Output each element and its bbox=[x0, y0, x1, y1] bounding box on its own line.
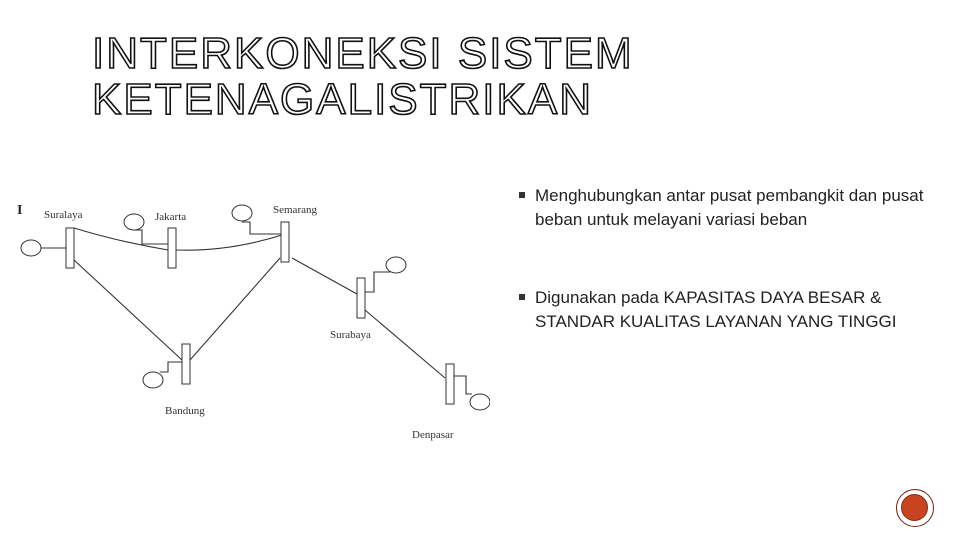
generator-denpasar-icon bbox=[470, 394, 490, 410]
decorative-circle-icon bbox=[896, 489, 934, 527]
generator-jakarta-icon bbox=[124, 214, 144, 230]
stub-semarang bbox=[242, 222, 281, 234]
line-surabaya-denpasar bbox=[365, 310, 445, 378]
stub-bandung bbox=[160, 362, 182, 372]
node-label-denpasar: Denpasar bbox=[412, 429, 454, 441]
line-semarang-surabaya bbox=[292, 258, 357, 294]
bullet-list bbox=[517, 184, 937, 334]
diagram-marker: I bbox=[17, 203, 23, 218]
bullet-item bbox=[517, 286, 937, 334]
slide-title-line-2: KETENAGALISTRIKAN bbox=[92, 75, 594, 124]
interconnection-diagram bbox=[0, 170, 490, 450]
slide-title-line-1: INTERKONEKSI SISTEM bbox=[92, 29, 634, 78]
bus-jakarta bbox=[168, 228, 176, 268]
square-bullet-icon bbox=[519, 192, 525, 198]
stub-denpasar bbox=[454, 376, 472, 394]
bullet-text: Digunakan pada KAPASITAS DAYA BESAR & STANDAR KUALITAS LAYANAN YANG TINGGI bbox=[535, 288, 897, 331]
line-suralaya-jakarta bbox=[74, 228, 168, 250]
bus-bandung bbox=[182, 344, 190, 384]
bus-suralaya bbox=[66, 228, 74, 268]
bus-semarang bbox=[281, 222, 289, 262]
stub-surabaya bbox=[365, 272, 390, 292]
node-label-semarang: Semarang bbox=[273, 204, 317, 216]
decorative-circle-inner bbox=[901, 494, 928, 521]
bullet-item bbox=[517, 184, 937, 232]
node-label-jakarta: Jakarta bbox=[155, 211, 187, 223]
bus-denpasar bbox=[446, 364, 454, 404]
generator-semarang-icon bbox=[232, 205, 252, 221]
line-jakarta-semarang bbox=[176, 234, 285, 250]
generator-surabaya-icon bbox=[386, 257, 406, 273]
stub-jakarta bbox=[134, 230, 168, 244]
node-label-bandung: Bandung bbox=[165, 405, 205, 417]
line-semarang-bandung bbox=[190, 258, 280, 360]
generator-bandung-icon bbox=[143, 372, 163, 388]
generator-suralaya-icon bbox=[21, 240, 41, 256]
node-label-surabaya: Surabaya bbox=[330, 329, 371, 341]
line-suralaya-bandung bbox=[74, 260, 182, 360]
node-label-suralaya: Suralaya bbox=[44, 209, 83, 221]
square-bullet-icon bbox=[519, 294, 525, 300]
bus-surabaya bbox=[357, 278, 365, 318]
bullet-text: Menghubungkan antar pusat pembangkit dan pusat beban untuk melayani variasi beban bbox=[535, 186, 924, 229]
